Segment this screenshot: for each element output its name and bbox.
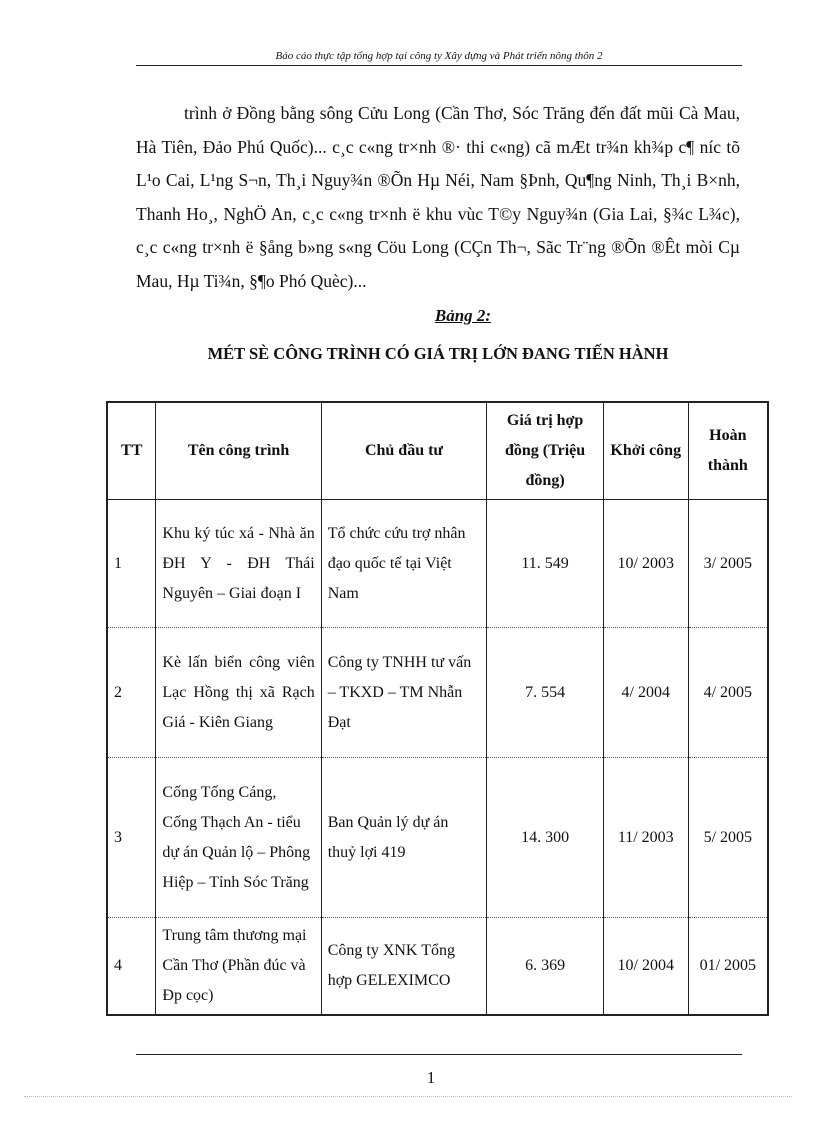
cell-value: 6. 369 xyxy=(487,918,604,1015)
body-paragraph xyxy=(136,97,740,298)
cell-investor: Ban Quản lý dự án thuỷ lợi 419 xyxy=(321,758,487,918)
cell-value: 7. 554 xyxy=(487,628,604,758)
cell-investor: Công ty TNHH tư vấn – TKXD – TM Nhẫn Đạt xyxy=(321,628,487,758)
header-tt: TT xyxy=(107,402,156,500)
table-row xyxy=(107,500,768,628)
cell-value: 14. 300 xyxy=(487,758,604,918)
cell-start: 11/ 2003 xyxy=(603,758,688,918)
header-rule xyxy=(136,65,742,66)
cell-name: Kè lấn biển công viên Lạc Hồng thị xã Rạch Giá - Kiên Giang xyxy=(156,628,321,758)
table-row xyxy=(107,918,768,1015)
projects-table xyxy=(106,401,769,1016)
cell-investor: Công ty XNK Tổng hợp GELEXIMCO xyxy=(321,918,487,1015)
running-header: Báo cáo thực tập tổng hợp tại công ty Xây dựng và Phát triển nông thôn 2 xyxy=(275,50,603,62)
table-label: Bảng 2: xyxy=(434,306,492,325)
cell-start: 10/ 2004 xyxy=(603,918,688,1015)
footer-rule xyxy=(136,1054,742,1055)
cell-tt: 3 xyxy=(107,758,156,918)
cell-tt: 2 xyxy=(107,628,156,758)
cell-name: Cống Tống Cáng, Cống Thạch An - tiểu dự án Quản lộ – Phông Hiệp – Tỉnh Sóc Trăng xyxy=(156,758,321,918)
page-break-dots xyxy=(24,1096,792,1097)
cell-finish: 4/ 2005 xyxy=(688,628,768,758)
cell-start: 4/ 2004 xyxy=(603,628,688,758)
header-start: Khởi công xyxy=(603,402,688,500)
header-finish: Hoàn thành xyxy=(688,402,768,500)
cell-name: Khu ký túc xá - Nhà ăn ĐH Y - ĐH Thái Nguyên – Giai đoạn I xyxy=(156,500,321,628)
body-paragraph-text: trình ở Đồng bằng sông Cửu Long (Cần Thơ, Sóc Trăng đến đất mũi Cà Mau, Hà Tiên, Đảo Phú Quốc)... c¸c c«ng tr×nh ®· thi c«ng) cã mÆt tr¾n kh¾p c¶ níc tõ L¹o Cai, L¹ng S¬n, Th¸i Nguy¾n ®Õn Hµ Néi, Nam §Þnh, Qu¶ng Ninh, Th¸i B×nh, Thanh Ho¸, NghÖ An, c¸c c«ng tr×nh ë khu vùc T©y Nguy¾n (Gia Lai, §¾c L¾c), c¸c c«ng tr×nh ë §ång b»ng s«ng Cöu Long (CÇn Th¬, Sãc Tr¨ng ®Õn ®Êt mòi Cµ Mau, Hµ Ti¾n, §¶o Phó Quèc)... xyxy=(136,103,740,291)
cell-start: 10/ 2003 xyxy=(603,500,688,628)
table-row xyxy=(107,758,768,918)
cell-value: 11. 549 xyxy=(487,500,604,628)
cell-tt: 4 xyxy=(107,918,156,1015)
cell-tt: 1 xyxy=(107,500,156,628)
table-title: MÉT SÈ CÔNG TRÌNH CÓ GIÁ TRỊ LỚN ĐANG TIẾN HÀNH xyxy=(207,344,669,363)
table-row xyxy=(107,628,768,758)
header-value: Giá trị hợp đồng (Triệu đồng) xyxy=(487,402,604,500)
table-header-row xyxy=(107,402,768,500)
header-name: Tên công trình xyxy=(156,402,321,500)
header-investor: Chủ đầu tư xyxy=(321,402,487,500)
cell-finish: 01/ 2005 xyxy=(688,918,768,1015)
cell-finish: 3/ 2005 xyxy=(688,500,768,628)
cell-investor: Tổ chức cứu trợ nhân đạo quốc tế tại Việt Nam xyxy=(321,500,487,628)
cell-finish: 5/ 2005 xyxy=(688,758,768,918)
page-number: 1 xyxy=(426,1068,436,1087)
cell-name: Trung tâm thương mại Cần Thơ (Phần đúc và Đp cọc) xyxy=(156,918,321,1015)
